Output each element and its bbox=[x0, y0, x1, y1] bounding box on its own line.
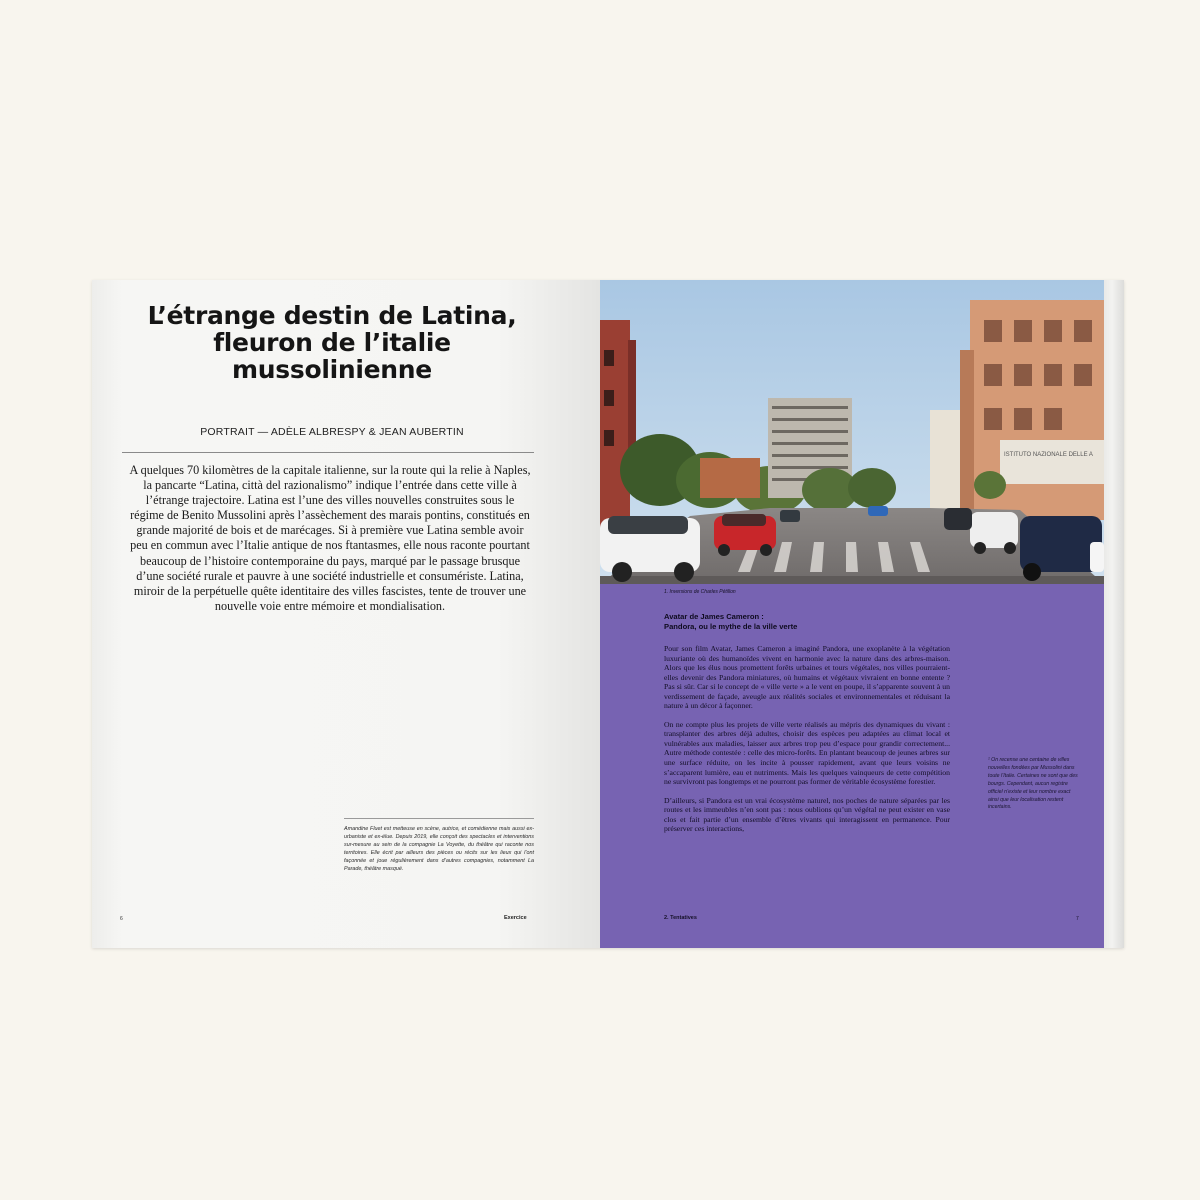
body-paragraph-1: Pour son film Avatar, James Cameron a imaginé Pandora, une exoplanète à la végétation luxuriante où des humanoïdes vivent en harmonie avec la nature dans des arbres-maison. Alors que les élus nous promettent forêts urbaines et tours végétales, nos villes pourraient-elles devenir des Pandora miniatures, où humains et végétaux vivraient en bonne entente ? Pas si sûr. Car si le concept de « ville verte » a le vent en poupe, il s’apparente souvent à un verdissement de façade, aveugle aux réalités sociales et environnementales et réduisant la nature à un décor à façonner. bbox=[664, 644, 950, 711]
title-divider bbox=[122, 452, 534, 453]
building-sign: ISTITUTO NAZIONALE DELLE A bbox=[1004, 452, 1093, 458]
running-title-left: Exercice bbox=[504, 915, 527, 921]
body-paragraph-3: D’ailleurs, si Pandora est un vrai écosystème naturel, nos poches de nature séparées par les routes et les immeubles n’en sont pas : nous oublions qu’un végétal ne peut exister en vase clos et fait partie d’un ensemble d’êtres vivants qui interagissent en permanence. Pour préserver ces interactions, bbox=[664, 795, 950, 834]
page-edge bbox=[1104, 280, 1124, 948]
section-heading bbox=[664, 612, 964, 631]
footnote: ¹ On recense une centaine de villes nouvelles fondées par Mussolini dans toute l’Italie. Certaines ne sont que des bourgs. Cependant, aucun registre officiel n’existe et leur nombre exact ainsi que leur localisation restent incertains. bbox=[988, 757, 1078, 811]
running-title-right: 2. Tentatives bbox=[664, 915, 697, 921]
article-intro: A quelques 70 kilomètres de la capitale italienne, sur la route qui la relie à Naples, la pancarte “Latina, città del razionalismo” indique l’entrée dans cette ville à l’étrange trajectoire. Latina est l’une des villes nouvelles construites sous le régime de Benito Mussolini après l’assèchement des marais pontins, constitués en grande majorité de bois et de marécages. Si à première vue Latina semble avoir peu en commun avec l’Italie antique de nos ftantasmes, elle nous raconte pourtant beaucoup de l’histoire contemporaine du pays, marqué par le passage brusque d’une société rurale et pauvre à une société industrielle et consumériste. Latina, miroir de la perpétuelle quête identitaire des villes fascistes, tente de trouver une nouvelle voie entre mémoire et mondialisation. bbox=[129, 463, 531, 613]
magazine-spread bbox=[92, 280, 1124, 948]
body-paragraph-2: On ne compte plus les projets de ville verte réalisés au mépris des dynamiques du vivant : transplanter des arbres déjà adultes, choisir des espèces peu adaptées au climat local et vulnérables aux maladies, laisser aux arbres trop peu d’espace pour grandir correctement... Autre méthode contestée : celle des micro-forêts. En plantant beaucoup de jeunes arbres sur une surface réduite, on les incite à pousser rapidement, avant que leurs voisins ne s’accaparent lumière, eau et nutriments. Mais les quelques vainqueurs de cette compétition ne survivront pas longtemps et ne pourront pas former de véritable écosystème forestier. bbox=[664, 719, 950, 787]
street-photo bbox=[600, 280, 1104, 584]
article-body bbox=[664, 644, 950, 843]
photo-caption: 1. Inversions de Charles Pétillon bbox=[664, 589, 736, 595]
page-number-left: 6 bbox=[120, 916, 123, 922]
author-bio: Amandine Fluet est metteuse en scène, autrice, et comédienne mais aussi ex-urbaniste et ex-élue. Depuis 2019, elle conçoit des spectacles et interventions sur-mesure au sein de la compagnie La Voyette, du théâtre qui raconte nos territoires. Elle écrit par ailleurs des pièces ou récits sur les lieux qui l’ont façonnée et joue régulièrement dans d’autres compagnies, notamment La Parade, théâtre masqué. bbox=[344, 826, 534, 873]
right-page bbox=[600, 280, 1124, 948]
bio-divider bbox=[344, 818, 534, 819]
section-heading-line-2: Pandora, ou le mythe de la ville verte bbox=[664, 621, 798, 631]
section-heading-line-1: Avatar de James Cameron : bbox=[664, 612, 764, 621]
left-page bbox=[92, 280, 600, 948]
latina-street-image bbox=[600, 280, 1104, 584]
article-title: L’étrange destin de Latina, fleuron de l’italie mussolinienne bbox=[147, 301, 517, 384]
page-number-right: 7 bbox=[1076, 916, 1079, 922]
article-byline: PORTRAIT — ADÈLE ALBRESPY & JEAN AUBERTIN bbox=[200, 426, 464, 438]
